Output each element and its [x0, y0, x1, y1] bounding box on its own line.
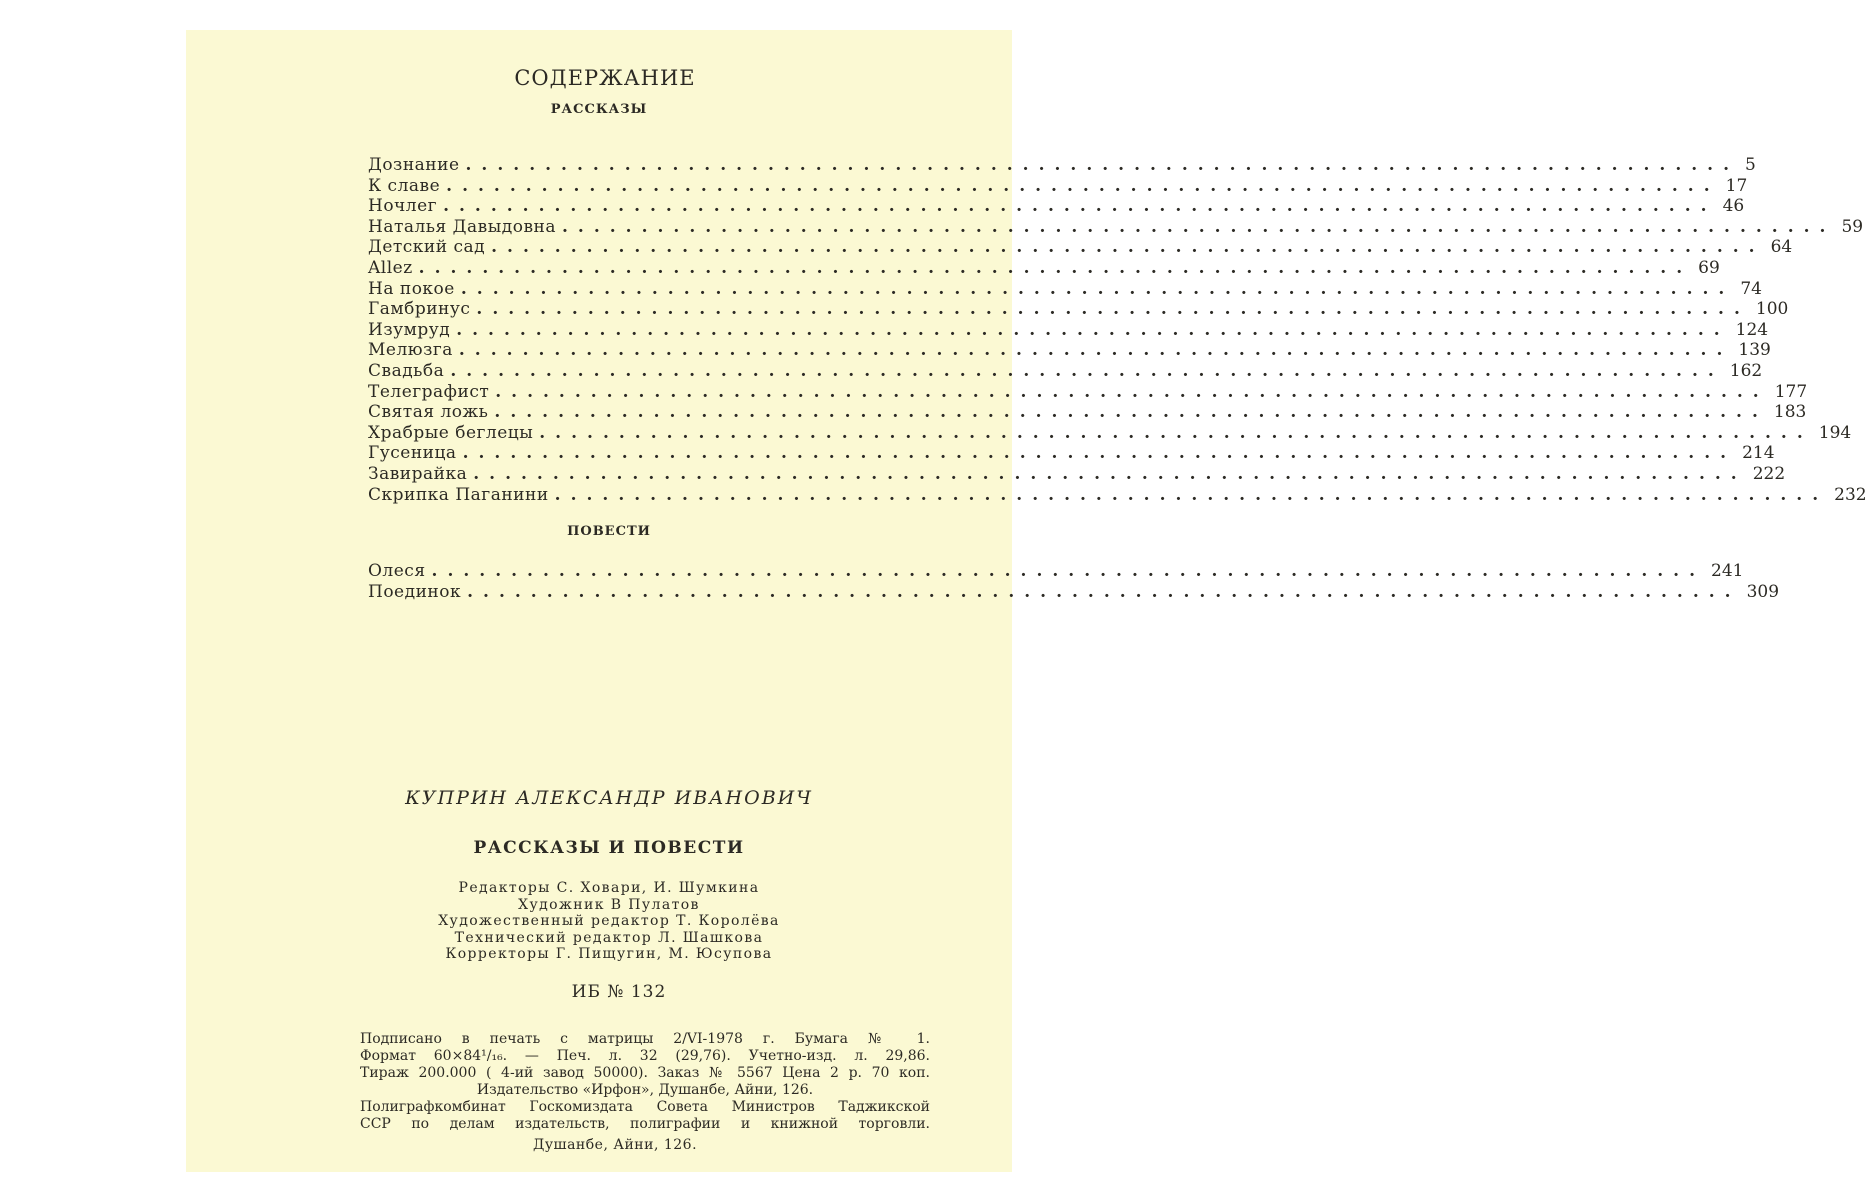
toc-entry	[368, 360, 1763, 382]
imprint-line: Тираж 200.000 ( 4-ий завод 50000). Заказ № 5567 Цена 2 р. 70 коп.	[360, 1065, 930, 1081]
toc-entry-page: 232	[1834, 484, 1867, 505]
toc-entry-title: Поединок	[368, 581, 462, 602]
toc-entry-page: 46	[1722, 196, 1745, 217]
toc-entry-page: 214	[1742, 443, 1775, 464]
toc-entry-page: 194	[1818, 422, 1852, 443]
toc-leader-dots: ................................................................................	[460, 278, 1735, 299]
toc-entry-page: 241	[1711, 561, 1744, 581]
toc-entry-page: 183	[1773, 402, 1807, 423]
credit-line: Художественный редактор Т. Королёва	[438, 913, 780, 929]
toc-entry	[368, 257, 1720, 279]
toc-entry	[368, 319, 1769, 341]
toc-entry-page: 69	[1698, 257, 1720, 278]
toc-leader-dots: ................................................................................	[467, 581, 1741, 602]
toc-leader-dots: ................................................................................	[450, 360, 1724, 381]
toc-entry-title: Изумруд	[368, 319, 451, 340]
toc-entry-title: К славе	[368, 175, 441, 196]
toc-leader-dots: ................................................................................	[554, 484, 1829, 505]
toc-leader-dots: ................................................................................	[494, 402, 1768, 423]
credit-line: Редакторы С. Ховари, И. Шумкина	[458, 880, 760, 896]
toc-entry-title: Детский сад	[368, 237, 486, 258]
toc-leader-dots: ................................................................................	[456, 319, 1730, 340]
toc-entry	[368, 463, 1786, 485]
toc-leader-dots: ................................................................................	[491, 237, 1765, 258]
toc-entry-title: Наталья Давыдовна	[368, 216, 556, 237]
toc-entry-title: Олеся	[368, 561, 426, 581]
toc-leader-dots: ................................................................................	[443, 196, 1717, 217]
toc-entry-title: Завирайка	[368, 463, 468, 484]
printer-address: Душанбе, Айни, 126.	[532, 1137, 698, 1153]
author-name: КУПРИН АЛЕКСАНДР ИВАНОВИЧ	[405, 787, 813, 809]
toc-entry-title: Святая ложь	[368, 402, 489, 423]
toc-entry-page: 309	[1746, 581, 1780, 602]
toc-entry-title: Гусеница	[368, 443, 457, 464]
toc-leader-dots: ................................................................................	[561, 216, 1836, 237]
toc-entry	[368, 381, 1808, 403]
toc-entry-page: 139	[1738, 340, 1771, 361]
toc-entry-page: 64	[1770, 237, 1793, 258]
toc-leader-dots: ................................................................................	[418, 257, 1693, 278]
imprint-block	[360, 1031, 930, 1133]
ib-number: ИБ № 132	[571, 982, 667, 1002]
credit-line: Технический редактор Л. Шашкова	[454, 929, 764, 946]
toc-entry-title: Ночлег	[368, 196, 438, 217]
toc-entry-page: 74	[1740, 278, 1762, 299]
toc-entry	[368, 216, 1864, 238]
imprint-line: Подписано в печать с матрицы 2/VI-1978 г. Бумага № 1.	[360, 1031, 930, 1047]
toc-entry-title: Дознание	[368, 155, 460, 175]
imprint-line: Полиграфкомбинат Госкомиздата Совета Министров Таджикской	[360, 1099, 930, 1115]
toc-entry-title: Телеграфист	[368, 381, 490, 402]
toc-leader-dots: ................................................................................	[465, 155, 1739, 175]
toc-entry	[368, 484, 1867, 506]
credits-block	[186, 880, 1022, 963]
toc-entry-page: 177	[1774, 381, 1808, 402]
toc-list-novellas	[368, 561, 1780, 602]
toc-entry	[368, 278, 1762, 300]
toc-leader-dots: ................................................................................	[431, 561, 1706, 581]
credit-line: Корректоры Г. Пищугин, М. Юсупова	[445, 946, 773, 962]
toc-leader-dots: ................................................................................	[539, 422, 1813, 443]
toc-leader-dots: ................................................................................	[458, 340, 1733, 361]
section-heading-stories: РАССКАЗЫ	[550, 102, 648, 117]
toc-entry-title: Allez	[368, 257, 413, 278]
imprint-line: Формат 60×84¹/₁₆. — Печ. л. 32 (29,76). Учетно-изд. л. 29,86.	[360, 1048, 930, 1064]
toc-entry	[368, 581, 1780, 603]
toc-entry	[368, 402, 1807, 423]
toc-entry	[368, 443, 1775, 464]
toc-leader-dots: ................................................................................	[446, 175, 1720, 196]
toc-entry-title: Мелюзга	[368, 340, 453, 361]
toc-entry	[368, 175, 1748, 197]
imprint-line: Издательство «Ирфон», Душанбе, Айни, 126.	[476, 1082, 814, 1098]
book-title: РАССКАЗЫ И ПОВЕСТИ	[473, 838, 745, 858]
toc-entry	[368, 561, 1744, 582]
toc-entry	[368, 155, 1756, 176]
toc-list-stories	[368, 155, 1867, 505]
section-heading-novellas: ПОВЕСТИ	[567, 524, 651, 539]
toc-entry-page: 222	[1752, 463, 1786, 484]
toc-entry-page: 124	[1735, 319, 1769, 340]
toc-entry	[368, 299, 1789, 320]
toc-entry-page: 17	[1725, 175, 1748, 196]
toc-entry	[368, 196, 1745, 217]
toc-entry-page: 59	[1841, 216, 1864, 237]
toc-entry-title: Скрипка Паганини	[368, 484, 549, 505]
toc-entry-title: Храбрые беглецы	[368, 422, 534, 443]
imprint-line: ССР по делам издательств, полиграфии и книжной торговли.	[360, 1116, 930, 1132]
toc-leader-dots: ................................................................................	[462, 443, 1737, 464]
toc-entry-page: 5	[1745, 155, 1756, 175]
contents-title: СОДЕРЖАНИЕ	[514, 66, 696, 90]
toc-entry-title: Гамбринус	[368, 299, 471, 320]
book-page	[186, 30, 1867, 1172]
credit-line: Художник В Пулатов	[518, 896, 700, 913]
toc-entry	[368, 422, 1852, 444]
toc-entry	[368, 340, 1771, 361]
toc-entry	[368, 237, 1793, 258]
toc-leader-dots: ................................................................................	[476, 299, 1750, 320]
toc-entry-title: Свадьба	[368, 360, 445, 381]
toc-entry-title: На покое	[368, 278, 455, 299]
toc-leader-dots: ................................................................................	[495, 381, 1769, 402]
toc-entry-page: 162	[1729, 360, 1763, 381]
toc-leader-dots: ................................................................................	[473, 463, 1747, 484]
toc-entry-page: 100	[1755, 299, 1789, 320]
